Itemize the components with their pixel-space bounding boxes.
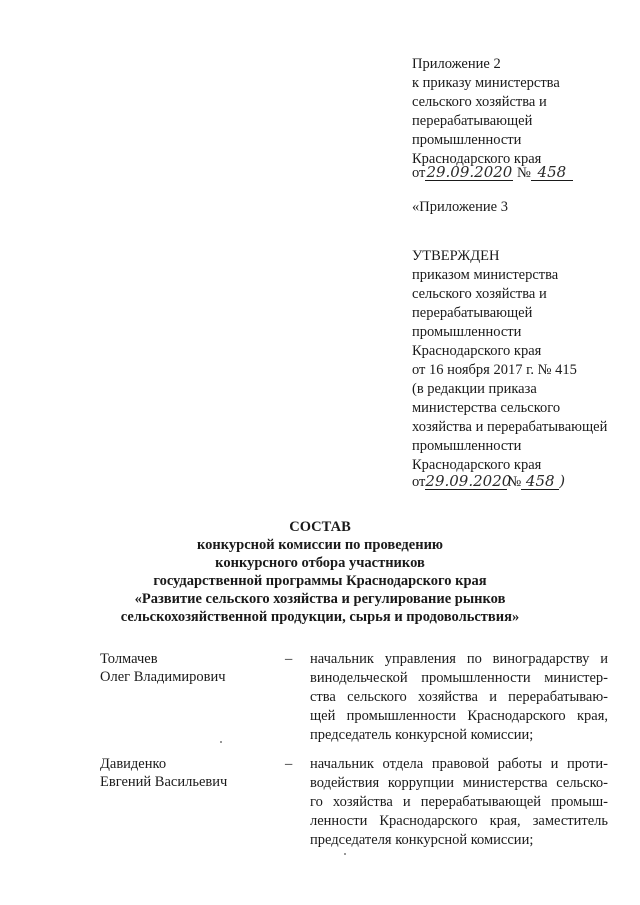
description-line: ленности Краснодарского края, заместитель [310,813,608,829]
approved-heading: УТВЕРЖДЕН [412,248,500,264]
description-line: винодельческой промышленности министер- [310,670,608,686]
description-line: водействия коррупции министерства сельско- [310,775,608,791]
date-prefix: от [412,165,426,181]
member-surname: Давиденко [100,756,167,772]
title-line: государственной программы Краснодарского края [153,573,487,589]
approved-line: (в редакции приказа [412,381,537,397]
description-line: ства сельского хозяйства и перерабатываю- [310,689,608,705]
approved-line: приказом министерства [412,267,559,283]
appendix-line: перерабатывающей [412,113,533,129]
approved-line: министерства сельского [412,400,561,416]
handwritten-date: 29.09.2020 [426,163,513,181]
description-line: начальник управления по виноградарству и [310,651,608,667]
approved-line: Краснодарского края [412,457,542,473]
appendix-line: Приложение 2 [412,56,501,72]
approved-date-row [412,472,565,492]
approved-line: от 16 ноября 2017 г. № 415 [412,362,577,378]
member-dash: – [285,756,293,772]
scan-speck [220,741,222,743]
title-line: конкурсной комиссии по проведению [197,537,443,553]
appendix3-label: «Приложение 3 [412,199,508,215]
appendix-date-row [412,164,573,183]
appendix-line: Краснодарского края [412,151,542,167]
date-prefix: от [412,474,426,490]
approved-line: перерабатывающей [412,305,533,321]
description-line: щей промышленности Краснодарского края, [310,708,608,724]
appendix-line: промышленности [412,132,522,148]
title-line: конкурсного отбора участников [215,555,425,571]
member-given-name: Олег Владимирович [100,669,226,685]
approved-line: сельского хозяйства и [412,286,547,302]
description-line: го хозяйства и перерабатывающей промыш- [310,794,608,810]
member-description [310,755,608,850]
closing-parenthesis: ) [559,472,566,490]
handwritten-number: 458 [531,165,573,181]
member-description [310,650,608,745]
description-line: председателя конкурсной комиссии; [310,832,534,848]
member-surname: Толмачев [100,651,158,667]
approved-line: Краснодарского края [412,343,542,359]
handwritten-number: 458 [521,474,559,490]
title-line: СОСТАВ [289,519,351,535]
approved-line: промышленности [412,324,522,340]
title-line: сельскохозяйственной продукции, сырья и продовольствия» [120,609,520,625]
handwritten-date: 29.09.2020 [425,472,512,490]
appendix-line: сельского хозяйства и [412,94,547,110]
description-line: начальник отдела правовой работы и проти- [310,756,608,772]
number-prefix: № [517,165,531,181]
approved-line: промышленности [412,438,522,454]
description-line: председатель конкурсной комиссии; [310,727,534,743]
number-prefix: № [507,474,522,490]
scan-speck [344,853,346,855]
member-dash: – [285,651,293,667]
appendix-line: к приказу министерства [412,75,560,91]
title-line: «Развитие сельского хозяйства и регулирование рынков [134,591,506,607]
member-given-name: Евгений Васильевич [100,774,228,790]
approved-line: хозяйства и перерабатывающей [412,419,608,435]
